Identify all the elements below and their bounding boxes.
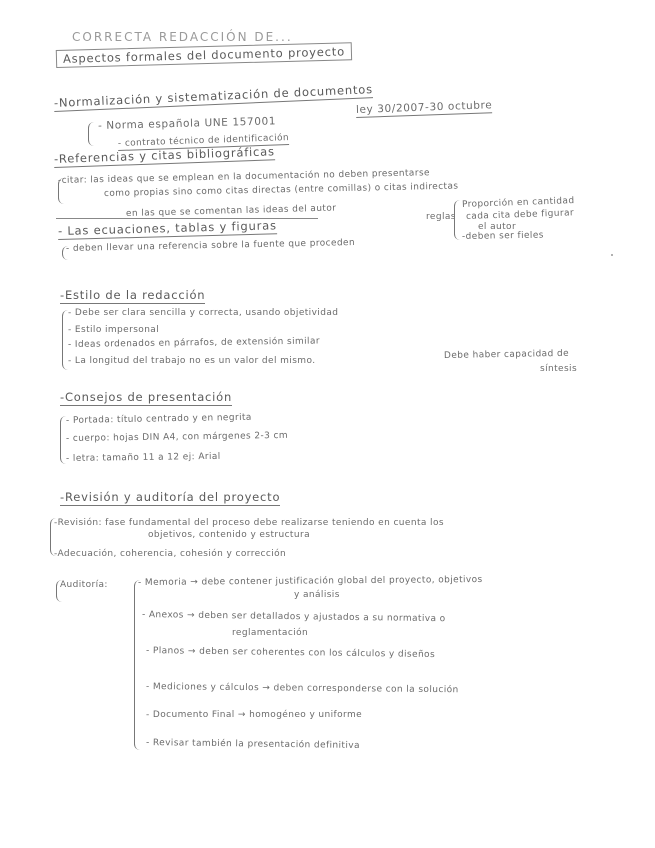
regla-3: el autor [478,222,517,232]
estilo-item-4a: - La longitud del trabajo no es un valor del mismo. [68,356,316,366]
ink-dot [611,254,613,256]
brace [134,580,143,750]
estilo-item-2: - Estilo impersonal [68,325,160,335]
norma-line: - Norma española UNE 157001 [97,115,277,132]
auditoria-documento: - Documento Final → homogéneo y uniforme [146,710,363,720]
brace [454,200,461,240]
brace [58,178,64,204]
ecuaciones-text: - deben llevar una referencia sobre la fuente que proceden [65,237,356,254]
section-heading-normalizacion: -Normalización y sistematización de documentos [53,82,374,110]
divider [56,218,318,219]
section-heading-aspectos: Aspectos formales del documento proyecto [56,42,352,68]
regla-2: cada cita debe figurar [465,208,575,222]
auditoria-revisar: - Revisar también la presentación definitiva [145,738,360,751]
page-title: CORRECTA REDACCIÓN DE... [72,30,293,44]
auditoria-anexos-1: - Anexos → deben ser detallados y ajustados a su normativa o [141,610,446,625]
section-heading-revision: -Revisión y auditoría del proyecto [60,490,281,504]
auditoria-memoria-1: - Memoria → debe contener justificación global del proyecto, objetivos [137,574,483,588]
estilo-item-1: - Debe ser clara sencilla y correcta, usando objetividad [68,308,339,318]
auditoria-planos: - Planos → deben ser coherentes con los cálculos y diseños [145,646,436,661]
brace [88,122,95,146]
auditoria-label: Auditoría: [60,580,108,590]
citar-line-3: en las que se comentan las ideas del autor [125,203,337,219]
regla-1: Proporción en cantidad [461,196,575,210]
consejos-cuerpo: - cuerpo: hojas DIN A4, con márgenes 2-3 cm [65,430,289,444]
revision-line-2: objetivos, contenido y estructura [148,530,310,540]
estilo-item-3: - Ideas ordenados en párrafos, de extensión similar [67,336,321,350]
regla-4: -deben ser fieles [461,230,544,242]
auditoria-memoria-2: y análisis [294,590,340,600]
ley-reference: ley 30/2007-30 octubre [355,99,493,116]
revision-line-1: -Revisión: fase fundamental del proceso debe realizarse teniendo en cuenta los [54,518,444,528]
estilo-item-4b: Debe haber capacidad de [443,348,570,361]
auditoria-anexos-2: reglamentación [232,628,309,638]
section-heading-consejos: -Consejos de presentación [60,390,233,404]
citar-line-2: como propias sino como citas directas (entre comillas) o citas indirectas [103,181,459,199]
consejos-letra: - letra: tamaño 11 a 12 ej: Arial [65,451,221,464]
auditoria-mediciones: - Mediciones y cálculos → deben corresponderse con la solución [145,682,459,696]
section-heading-referencias: -Referencias y citas bibliográficas [53,144,276,166]
section-heading-estilo: -Estilo de la redacción [60,288,206,302]
revision-line-3: -Adecuación, coherencia, cohesión y corrección [54,549,287,559]
consejos-portada: - Portada: título centrado y en negrita [65,412,252,426]
citar-line-1: -citar: las ideas que se emplean en la documentación no deben presentarse [57,168,431,186]
section-heading-ecuaciones: - Las ecuaciones, tablas y figuras [57,218,277,238]
contratos-line: - contrato técnico de identificación [117,133,290,149]
reglas-label: reglas [426,212,456,222]
estilo-item-4c: síntesis [540,364,578,374]
